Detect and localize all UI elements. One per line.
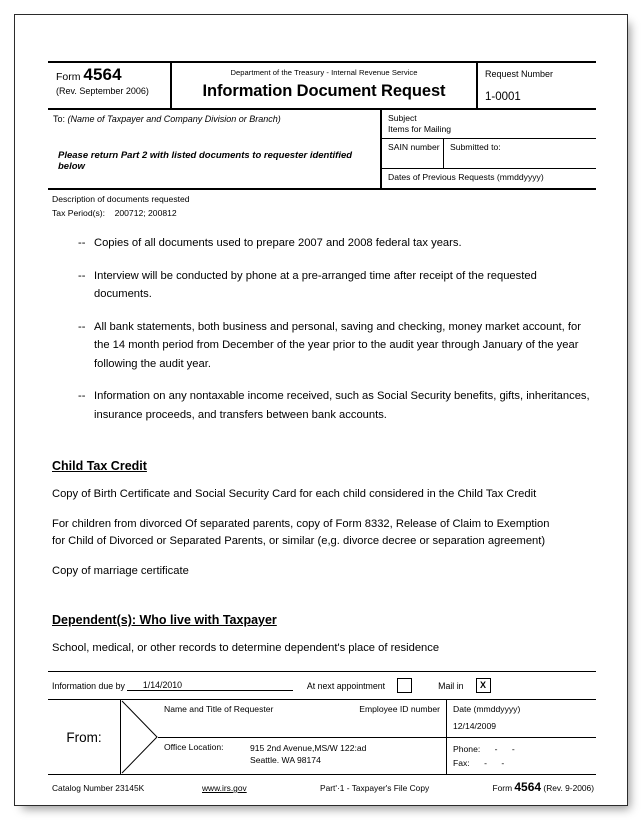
date-label: Date (mmddyyyy) [453, 704, 521, 714]
to-prefix: To: [53, 114, 66, 124]
form-number: 4564 [83, 65, 122, 84]
request-number-label: Request Number [485, 69, 554, 79]
bullet-dash: -- [78, 269, 86, 282]
footer-form-revision: (Rev. 9-2006) [543, 783, 594, 793]
form-footer [48, 775, 596, 794]
to-cell [48, 110, 382, 188]
office-address-line1: 915 2nd Avenue,MS/W 122:ad [250, 743, 367, 753]
subject-cell [382, 110, 596, 139]
sain-number-cell [382, 139, 444, 168]
bullet-text: Information on any nontaxable income received, such as Social Security benefits, gifts, inheritances, insurance proceeds, and transfers between bank accounts. [94, 390, 590, 421]
list-item [52, 387, 596, 424]
addressee-block [48, 110, 596, 190]
previous-requests-label: Dates of Previous Requests (mmddyyyy) [388, 172, 544, 182]
to-label [53, 113, 374, 125]
description-header [48, 190, 596, 220]
from-top-row [158, 700, 596, 738]
office-location-cell [158, 738, 446, 774]
contact-cell [446, 738, 596, 774]
form-identity-line [56, 65, 166, 84]
bullet-text: Interview will be conducted by phone at a pre-arranged time after receipt of the requested documents. [94, 269, 537, 300]
date-cell [446, 700, 596, 738]
fax-value: - - [484, 758, 511, 768]
list-item [52, 267, 596, 304]
request-number-value: 1-0001 [485, 91, 521, 103]
subject-column [382, 110, 596, 188]
form-title: Information Document Request [202, 82, 446, 100]
footer-form-identity [493, 780, 595, 794]
from-block [48, 699, 596, 775]
form-masthead [48, 61, 596, 110]
list-item [52, 234, 596, 253]
phone-value: - - [494, 744, 521, 754]
information-due-row [48, 671, 596, 699]
fax-row [453, 756, 592, 770]
request-number-cell [478, 63, 596, 108]
chevron-right-icon [121, 700, 159, 774]
return-instruction: Please return Part 2 with listed documents to requester identified below [58, 150, 353, 172]
section-paragraph: School, medical, or other records to determine dependent's place of residence [52, 642, 440, 654]
form-title-cell [172, 63, 478, 108]
bullet-text: Copies of all documents used to prepare 2007 and 2008 federal tax years. [94, 237, 462, 249]
bullet-dash: -- [78, 320, 86, 333]
information-due-label: Information due by [52, 680, 125, 691]
document-body-text [48, 220, 596, 657]
requester-name-cell [158, 700, 446, 738]
mail-in-label: Mail in [438, 680, 464, 691]
section-dependents [52, 592, 596, 640]
bullet-dash: -- [78, 237, 86, 249]
section-heading: Dependent(s): Who live with Taxpayer [52, 613, 277, 627]
from-arrow-decoration [120, 700, 158, 774]
form-word: Form [56, 71, 81, 83]
section-heading: Child Tax Credit [52, 459, 147, 473]
tax-period-line [52, 206, 596, 220]
from-label: From: [66, 729, 102, 745]
section-child-tax-credit [52, 438, 596, 486]
date-value: 12/14/2009 [453, 721, 497, 731]
document-page [14, 14, 628, 806]
office-address-line2: Seattle. WA 98174 [250, 755, 321, 765]
fax-label: Fax: [453, 758, 470, 768]
subject-value: Items for Mailing [388, 124, 452, 134]
employee-id-label: Employee ID number [359, 704, 440, 714]
catalog-number: Catalog Number 23145K [52, 783, 145, 793]
part-copy-label: Part'·1 - Taxpayer's File Copy [320, 783, 430, 793]
footer-form-word: Form [492, 783, 513, 793]
irs-website-link[interactable]: www.irs.gov [202, 783, 247, 793]
phone-label: Phone: [453, 744, 481, 754]
sain-row [382, 139, 596, 169]
bullet-dash: -- [78, 390, 86, 402]
description-label: Description of documents requested [52, 194, 190, 204]
footer-form-number: 4564 [514, 780, 542, 794]
next-appointment-checkbox[interactable] [397, 678, 412, 693]
form-revision: (Rev. September 2006) [56, 86, 149, 96]
office-address [250, 742, 366, 766]
list-item [52, 318, 596, 374]
tax-period-label: Tax Period(s): [52, 208, 106, 218]
from-bottom-row [158, 738, 596, 774]
next-appointment-label: At next appointment [306, 680, 386, 691]
to-hint: (Name of Taxpayer and Company Division or Branch) [67, 114, 281, 124]
submitted-to-label: Submitted to: [450, 142, 501, 152]
mail-in-checkbox[interactable]: X [476, 678, 491, 693]
tax-period-value: 200712; 200812 [114, 208, 177, 218]
information-due-date[interactable]: 1/14/2010 [127, 680, 293, 691]
requester-name-label: Name and Title of Requester [164, 704, 274, 714]
section-paragraph: For children from divorced Of separated parents, copy of Form 8332, Release of Claim to Exemption for Child of Divorced or Separated Parents, or similar (e,g. divorce decree or separation agreement) [52, 518, 550, 547]
department-line: Department of the Treasury - Internal Revenue Service [230, 68, 418, 77]
bullet-text: All bank statements, both business and personal, saving and checking, money market account, for the 14 month period from December of the year prior to the audit year through January of the year following the audit year. [94, 320, 581, 370]
submitted-to-cell [444, 139, 596, 168]
form-4564-body [48, 61, 596, 794]
form-identity-cell [48, 63, 172, 108]
section-paragraph: Copy of marriage certificate [52, 565, 189, 577]
sain-number-label: SAIN number [388, 142, 440, 152]
previous-requests-cell [382, 169, 596, 188]
from-details [158, 700, 596, 774]
subject-label: Subject [388, 113, 417, 123]
section-paragraph: Copy of Birth Certificate and Social Security Card for each child considered in the Child Tax Credit [52, 488, 537, 500]
phone-row [453, 742, 592, 756]
office-location-label: Office Location: [164, 742, 224, 752]
